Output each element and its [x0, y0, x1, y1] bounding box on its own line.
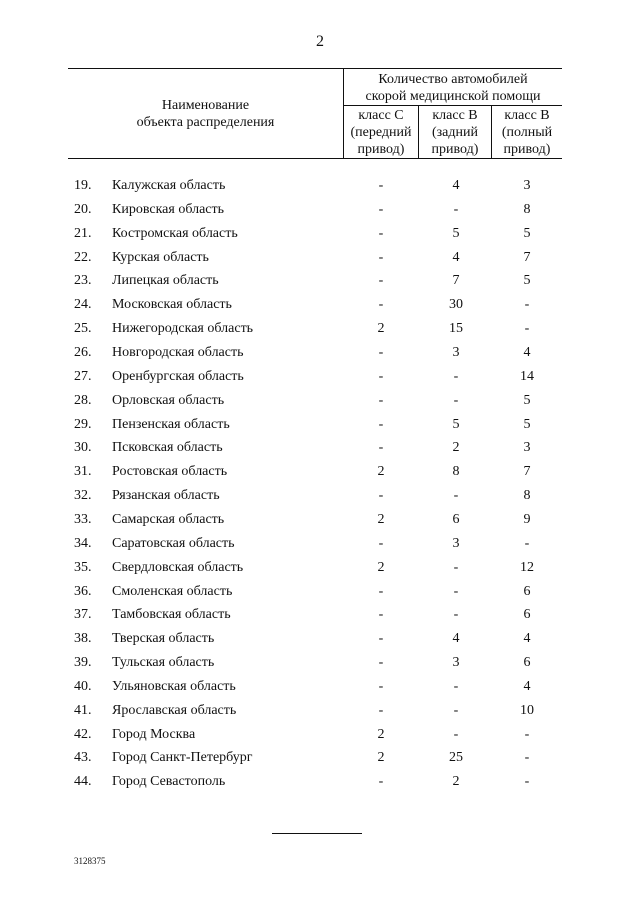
row-number: 29.	[74, 416, 92, 432]
row-number: 28.	[74, 392, 92, 408]
table-row	[0, 177, 640, 201]
page-number: 2	[316, 33, 324, 50]
table-row	[0, 344, 640, 368]
class-b-rear-count: -	[453, 583, 459, 599]
row-number: 40.	[74, 678, 92, 694]
row-number: 41.	[74, 702, 92, 718]
class-b-awd-count: -	[524, 321, 530, 337]
row-number: 25.	[74, 321, 92, 337]
region-name: Ульяновская область	[112, 678, 236, 694]
row-number: 30.	[74, 440, 92, 456]
region-name: Город Санкт-Петербург	[112, 750, 253, 766]
class-c-count: -	[378, 201, 384, 217]
class-b-awd-count: 4	[523, 345, 531, 360]
class-b-rear-count: 4	[452, 178, 460, 193]
class-b-awd-count: -	[524, 535, 530, 551]
class-b-awd-count: 9	[523, 511, 531, 527]
table-row	[0, 535, 640, 559]
class-b-awd-count: 14	[520, 368, 534, 384]
header-bottom-rule	[68, 158, 562, 159]
table-row	[0, 749, 640, 773]
class-c-count: -	[378, 655, 384, 670]
row-number: 39.	[74, 655, 92, 670]
vehicle-count-group-header: Количество автомобилей скорой медицинской помощи	[365, 72, 541, 104]
table-row	[0, 272, 640, 296]
class-c-count: -	[378, 678, 384, 694]
class-b-awd-count: 5	[523, 273, 531, 289]
class-b-awd-count: 7	[523, 249, 531, 265]
row-number: 35.	[74, 559, 92, 575]
class-b-rear-count: -	[453, 559, 459, 575]
table-row	[0, 439, 640, 463]
table-row	[0, 392, 640, 416]
region-name: Тульская область	[112, 655, 215, 670]
class-b-awd-count: -	[524, 297, 530, 313]
table-row	[0, 511, 640, 535]
class-c-count: -	[378, 178, 384, 193]
row-number: 31.	[74, 464, 92, 480]
class-c-count: -	[378, 535, 384, 551]
class-b-rear-count: 2	[452, 440, 460, 456]
row-number: 20.	[74, 201, 92, 217]
class-b-awd-count: 8	[523, 201, 531, 217]
header-top-rule	[68, 68, 562, 69]
row-number: 37.	[74, 607, 92, 623]
class-b-rear-count: 8	[452, 464, 460, 480]
document-id: 3128375	[74, 856, 106, 866]
region-name: Оренбургская область	[112, 368, 244, 384]
region-name: Кировская область	[112, 201, 225, 217]
region-name: Орловская область	[112, 392, 225, 408]
table-row	[0, 583, 640, 607]
region-name: Саратовская область	[112, 535, 235, 551]
table-row	[0, 416, 640, 440]
class-b-rear-count: 5	[452, 225, 460, 241]
row-number: 23.	[74, 273, 92, 289]
row-number: 34.	[74, 535, 92, 551]
class-b-awd-count: 3	[523, 178, 531, 193]
row-number: 38.	[74, 631, 92, 647]
region-name: Тамбовская область	[112, 607, 231, 623]
class-b-awd-column-header: класс B (полный привод)	[501, 108, 553, 157]
class-c-count: -	[378, 631, 384, 647]
row-number: 19.	[74, 178, 92, 193]
row-number: 43.	[74, 750, 92, 766]
row-number: 42.	[74, 726, 92, 742]
row-number: 33.	[74, 511, 92, 527]
class-c-count: -	[378, 392, 384, 408]
region-name: Ярославская область	[112, 702, 237, 718]
region-name: Тверская область	[112, 631, 215, 647]
table-row	[0, 654, 640, 678]
class-b-rear-count: 5	[452, 416, 460, 432]
class-c-count: -	[378, 488, 384, 504]
class-b-awd-count: 12	[520, 559, 534, 575]
region-name: Псковская область	[112, 440, 223, 456]
class-c-count: -	[378, 249, 384, 265]
class-b-awd-count: 4	[523, 631, 531, 647]
table-row	[0, 487, 640, 511]
end-rule	[272, 833, 362, 834]
class-c-count: -	[378, 368, 384, 384]
class-b-rear-count: 7	[452, 273, 460, 289]
header-group-rule	[344, 105, 562, 106]
class-c-count: -	[378, 416, 384, 432]
class-b-awd-count: 7	[523, 464, 531, 480]
class-b-awd-count: -	[524, 774, 530, 790]
class-b-rear-column-header: класс B (задний привод)	[431, 108, 479, 157]
region-name: Свердловская область	[112, 559, 244, 575]
region-name: Ростовская область	[112, 464, 228, 480]
class-b-awd-count: 5	[523, 416, 531, 432]
row-number: 27.	[74, 368, 92, 384]
table-row	[0, 249, 640, 273]
class-b-rear-count: -	[453, 678, 459, 694]
row-number: 44.	[74, 774, 92, 790]
row-number: 21.	[74, 225, 92, 241]
table-row	[0, 201, 640, 225]
class-c-count: -	[378, 225, 384, 241]
class-c-count: -	[378, 273, 384, 289]
region-name: Костромская область	[112, 225, 238, 241]
class-b-rear-count: 3	[452, 535, 460, 551]
class-b-awd-count: -	[524, 750, 530, 766]
class-b-rear-count: 25	[449, 750, 463, 766]
class-c-count: -	[378, 440, 384, 456]
class-c-count: 2	[377, 559, 385, 575]
class-b-rear-count: 4	[452, 631, 460, 647]
class-b-awd-count: 8	[523, 488, 531, 504]
class-b-rear-count: -	[453, 392, 459, 408]
table-row	[0, 368, 640, 392]
class-b-awd-count: 5	[523, 225, 531, 241]
class-c-count: 2	[377, 464, 385, 480]
table-row	[0, 606, 640, 630]
row-number: 24.	[74, 297, 92, 313]
class-b-rear-count: -	[453, 488, 459, 504]
table-row	[0, 225, 640, 249]
table-row	[0, 296, 640, 320]
region-name: Пензенская область	[112, 416, 230, 432]
table-row	[0, 630, 640, 654]
region-name: Рязанская область	[112, 488, 220, 504]
class-b-rear-count: 4	[452, 249, 460, 265]
class-b-awd-count: 6	[523, 655, 531, 670]
region-name: Новгородская область	[112, 345, 244, 360]
region-name: Липецкая область	[112, 273, 219, 289]
class-b-awd-count: 3	[523, 440, 531, 456]
class-c-count: -	[378, 297, 384, 313]
table-row	[0, 463, 640, 487]
table-row	[0, 678, 640, 702]
table-row	[0, 726, 640, 750]
region-name: Город Москва	[112, 726, 196, 742]
region-name: Смоленская область	[112, 583, 233, 599]
class-b-rear-count: -	[453, 702, 459, 718]
class-c-front-column-header: класс C (передний привод)	[350, 108, 412, 157]
row-number: 26.	[74, 345, 92, 360]
class-b-awd-count: 10	[520, 702, 534, 718]
row-number: 22.	[74, 249, 92, 265]
class-b-rear-count: 15	[449, 321, 463, 337]
class-c-count: -	[378, 583, 384, 599]
table-row	[0, 559, 640, 583]
class-b-awd-count: -	[524, 726, 530, 742]
name-column-header: Наименование объекта распределения	[136, 98, 275, 130]
class-b-awd-count: 4	[523, 678, 531, 694]
class-b-rear-count: -	[453, 607, 459, 623]
class-b-awd-count: 5	[523, 392, 531, 408]
class-c-count: -	[378, 774, 384, 790]
class-b-rear-count: 2	[452, 774, 460, 790]
row-number: 32.	[74, 488, 92, 504]
class-b-rear-count: 30	[449, 297, 463, 313]
class-b-rear-count: 6	[452, 511, 460, 527]
class-c-count: 2	[377, 750, 385, 766]
class-c-count: 2	[377, 511, 385, 527]
class-c-count: 2	[377, 321, 385, 337]
region-name: Самарская область	[112, 511, 225, 527]
region-name: Нижегородская область	[112, 321, 254, 337]
class-b-rear-count: 3	[452, 655, 460, 670]
class-b-rear-count: -	[453, 368, 459, 384]
table-row	[0, 320, 640, 344]
class-c-count: -	[378, 607, 384, 623]
class-b-awd-count: 6	[523, 583, 531, 599]
table-row	[0, 773, 640, 797]
class-c-count: -	[378, 345, 384, 360]
class-b-rear-count: -	[453, 201, 459, 217]
table-row	[0, 702, 640, 726]
class-b-awd-count: 6	[523, 607, 531, 623]
region-name: Город Севастополь	[112, 774, 226, 790]
row-number: 36.	[74, 583, 92, 599]
class-c-count: 2	[377, 726, 385, 742]
region-name: Московская область	[112, 297, 232, 313]
class-c-count: -	[378, 702, 384, 718]
class-b-rear-count: -	[453, 726, 459, 742]
class-b-rear-count: 3	[452, 345, 460, 360]
region-name: Курская область	[112, 249, 209, 265]
region-name: Калужская область	[112, 178, 226, 193]
